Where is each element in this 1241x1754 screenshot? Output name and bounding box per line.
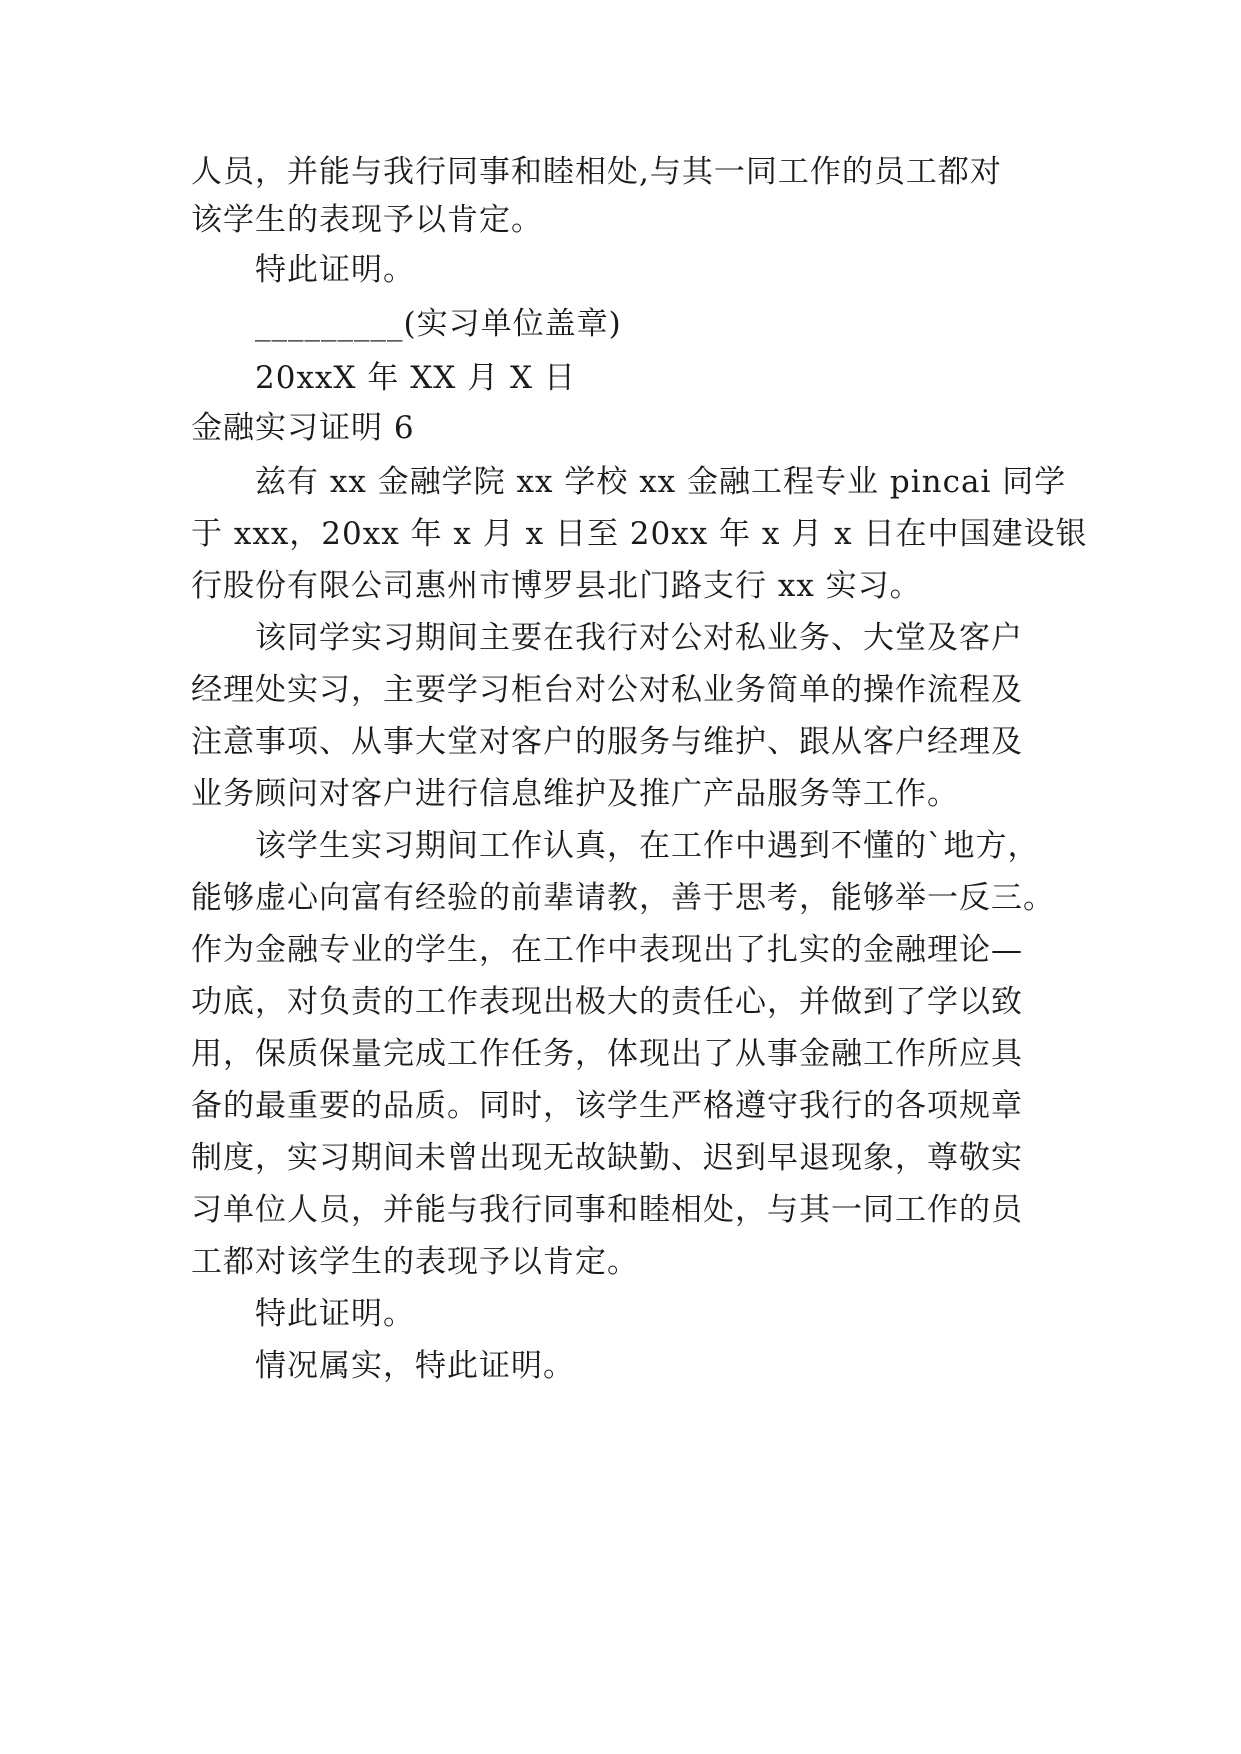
body-text-line: 能够虚心向富有经验的前辈请教，善于思考，能够举一反三。 — [191, 880, 1055, 916]
body-text-line: 兹有 xx 金融学院 xx 学校 xx 金融工程专业 pincai 同学 — [255, 464, 1067, 500]
body-text-line: 行股份有限公司惠州市博罗县北门路支行 xx 实习。 — [191, 568, 922, 604]
date-line: 20xxX 年 XX 月 X 日 — [255, 360, 576, 396]
section-title: 金融实习证明 6 — [191, 410, 415, 446]
certification-statement: 情况属实，特此证明。 — [255, 1348, 575, 1384]
certification-statement: 特此证明。 — [255, 1296, 415, 1332]
body-text-line: 人员，并能与我行同事和睦相处,与其一同工作的员工都对 — [191, 154, 1002, 190]
body-text-line: 该同学实习期间主要在我行对公对私业务、大堂及客户 — [255, 620, 1023, 656]
seal-signature-line: _________(实习单位盖章) — [255, 306, 622, 342]
body-text-line: 该学生实习期间工作认真，在工作中遇到不懂的`地方， — [255, 828, 1040, 864]
body-text-line: 注意事项、从事大堂对客户的服务与维护、跟从客户经理及 — [191, 724, 1023, 760]
body-text-line: 作为金融专业的学生，在工作中表现出了扎实的金融理论— — [191, 932, 1023, 968]
body-text-line: 业务顾问对客户进行信息维护及推广产品服务等工作。 — [191, 776, 959, 812]
body-text-line: 功底，对负责的工作表现出极大的责任心，并做到了学以致 — [191, 984, 1023, 1020]
body-text-line: 习单位人员，并能与我行同事和睦相处，与其一同工作的员 — [191, 1192, 1023, 1228]
body-text-line: 经理处实习，主要学习柜台对公对私业务简单的操作流程及 — [191, 672, 1023, 708]
body-text-line: 于 xxx，20xx 年 x 月 x 日至 20xx 年 x 月 x 日在中国建设银 — [191, 516, 1088, 552]
certification-statement: 特此证明。 — [255, 252, 415, 288]
body-text-line: 工都对该学生的表现予以肯定。 — [191, 1244, 639, 1280]
body-text-line: 备的最重要的品质。同时，该学生严格遵守我行的各项规章 — [191, 1088, 1023, 1124]
body-text-line: 该学生的表现予以肯定。 — [191, 202, 543, 238]
body-text-line: 制度，实习期间未曾出现无故缺勤、迟到早退现象，尊敬实 — [191, 1140, 1023, 1176]
body-text-line: 用，保质保量完成工作任务，体现出了从事金融工作所应具 — [191, 1036, 1023, 1072]
